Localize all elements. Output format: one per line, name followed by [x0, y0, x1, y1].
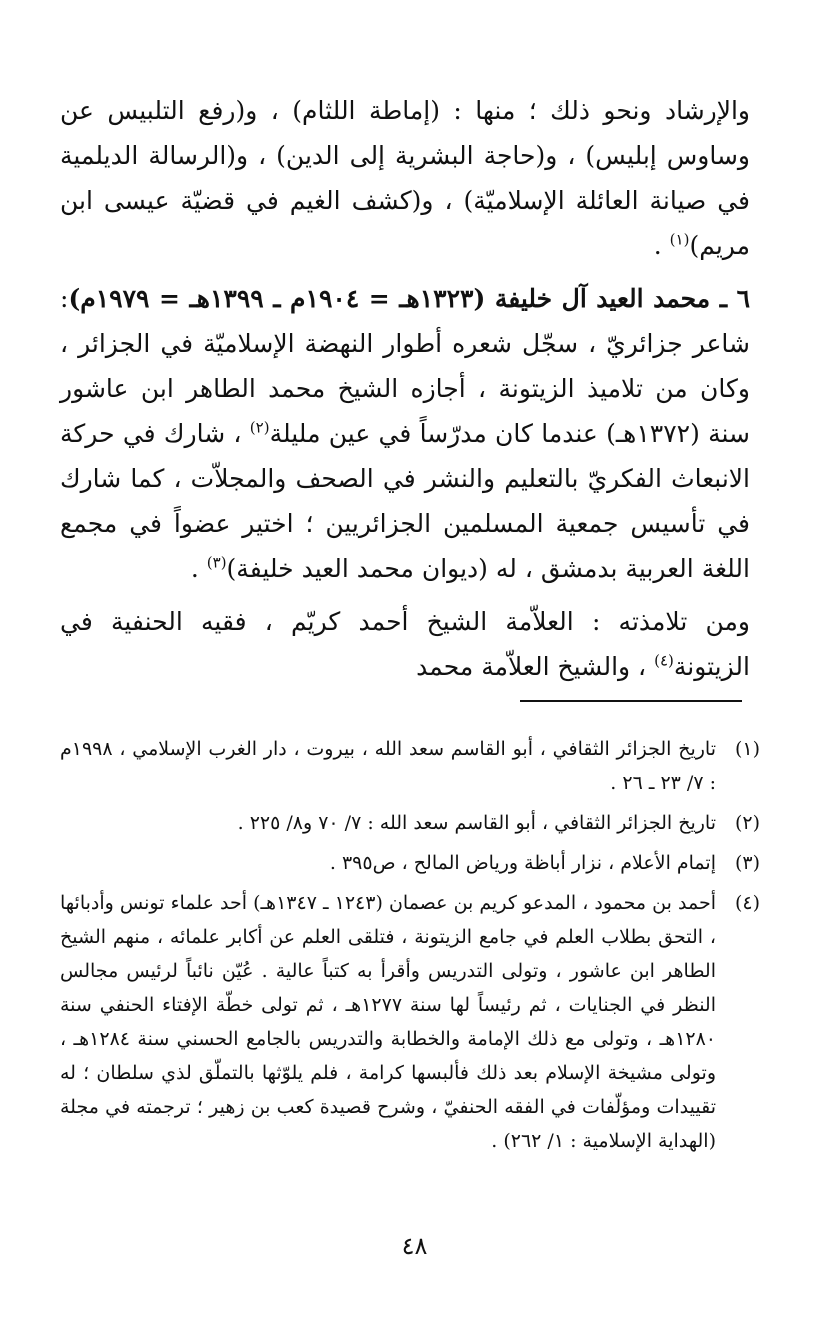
paragraph-3 — [60, 599, 750, 689]
body-text — [60, 88, 750, 689]
footnote-number: (١) — [734, 738, 760, 760]
main-text — [60, 88, 750, 697]
paragraph-1 — [60, 88, 750, 268]
page-number: ٤٨ — [401, 1232, 428, 1260]
paragraph-3-end: ، والشيخ العلاّمة محمد — [416, 652, 655, 681]
footnote-separator — [520, 700, 742, 702]
paragraph-1-text: والإرشاد ونحو ذلك ؛ منها : (إماطة اللثام) ، و(رفع التلبيس عن وساوس إبليس) ، و(حاجة البشرية إلى الدين) ، و(الرسالة الديلمية في صيانة العائلة الإسلاميّة) ، و(كشف الغيم في قضيّة عيسى ابن مريم) — [60, 96, 750, 260]
footnote-text: تاريخ الجزائر الثقافي ، أبو القاسم سعد الله ، بيروت ، دار الغرب الإسلامي ، ١٩٩٨م : ٧/ ٢٣ ـ ٢٦ . — [60, 738, 716, 794]
footnotes — [60, 732, 760, 1164]
paragraph-2-end: . — [190, 554, 207, 583]
entry-heading: ٦ ـ محمد العيد آل خليفة (١٣٢٣هـ = ١٩٠٤م ـ ١٣٩٩هـ = ١٩٧٩م) — [68, 284, 750, 313]
paragraph-2-text-a: : شاعر جزائريّ ، سجّل شعره أطوار النهضة الإسلاميّة في الجزائر ، وكان من تلاميذ الزيتونة ، أجازه الشيخ محمد الطاهر ابن عاشور سنة (١٣٧٢هـ) عندما كان مدرّساً في عين مليلة — [60, 284, 750, 448]
footnote-item — [60, 886, 760, 1158]
footnote-text: أحمد بن محمود ، المدعو كريم بن عصمان (١٢٤٣ ـ ١٣٤٧هـ) أحد علماء تونس وأدبائها ، التحق بطلاب العلم في جامع الزيتونة ، فتلقى العلم عن أكابر علمائه ، منهم الشيخ الطاهر ابن عاشور ، وتولى التدريس وأقرأ به كتباً عالية . عُيّن نائباً لرئيس مجالس النظر في الجنايات ، ثم رئيساً لها سنة ١٢٧٧هـ ، ثم تولى خطّة الإفتاء الحنفي سنة ١٢٨٠هـ ، وتولى مع ذلك الإمامة والخطابة والتدريس بالجامع الحسني سنة ١٢٨٤هـ ، وتولى مشيخة الإسلام بعد ذلك فألبسها كرامة ، فلم يلوّثها بالتملّق لذي سلطان ؛ له تقييدات ومؤلّفات في الفقه الحنفيّ ، وشرح قصيدة كعب بن زهير ؛ ترجمته في مجلة (الهداية الإسلامية : ١/ ٢٦٢) . — [60, 892, 717, 1152]
footnote-ref-1: (١) — [669, 230, 690, 249]
paragraph-2-text-b: ، شارك في حركة الانبعاث الفكريّ بالتعليم والنشر في الصحف والمجلاّت ، كما شارك في تأسيس جمعية المسلمين الجزائريين ؛ اختير عضواً في مجمع اللغة العربية بدمشق ، له (ديوان محمد العيد خليفة) — [60, 419, 750, 583]
paragraph-3-text: ومن تلامذته : العلاّمة الشيخ أحمد كريّم ، فقيه الحنفية في الزيتونة — [60, 607, 750, 681]
footnote-number: (٢) — [734, 812, 760, 834]
footnote-text: إتمام الأعلام ، نزار أباظة ورياض المالح ، ص٣٩٥ . — [329, 852, 716, 874]
paragraph-1-end: . — [653, 231, 670, 260]
footnote-ref-4: (٤) — [654, 651, 674, 670]
footnote-ref-3: (٣) — [206, 553, 227, 572]
footnote-number: (٣) — [734, 852, 760, 874]
footnote-item — [60, 732, 760, 800]
footnote-item — [60, 806, 760, 840]
footnote-text: تاريخ الجزائر الثقافي ، أبو القاسم سعد الله : ٧/ ٧٠ و٨/ ٢٢٥ . — [237, 812, 716, 834]
footnote-number: (٤) — [734, 892, 760, 914]
paragraph-2 — [60, 276, 750, 591]
footnote-item — [60, 846, 760, 880]
footnote-ref-2: (٢) — [249, 418, 270, 437]
